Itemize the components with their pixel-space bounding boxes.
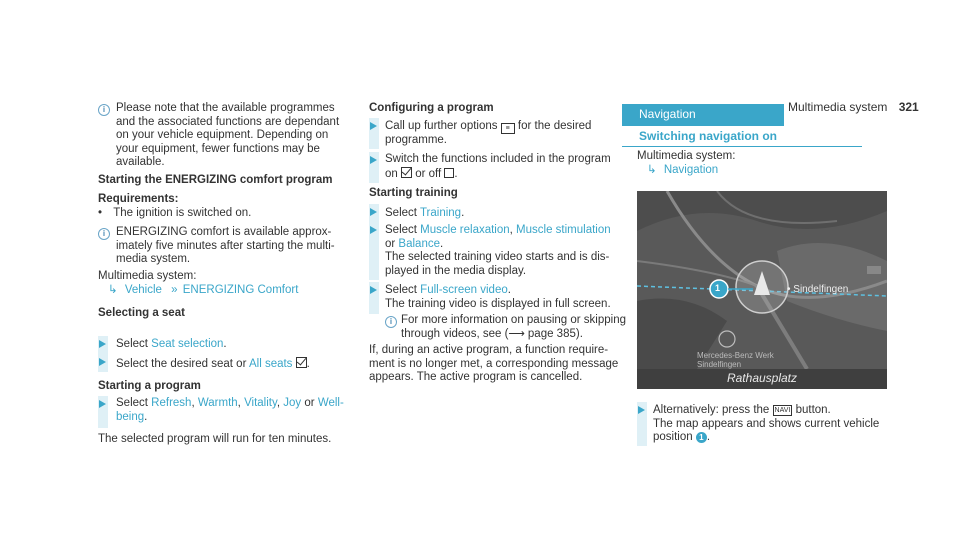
link-well-being-b[interactable]: being: [116, 410, 145, 423]
step-arrow-icon: [99, 340, 106, 348]
link-seat-selection[interactable]: Seat selection: [151, 338, 224, 350]
step-arrow-icon: [99, 400, 106, 408]
map-poi-label: Mercedes-Benz Werk Sindelfingen: [697, 351, 774, 369]
link-joy[interactable]: Joy: [283, 397, 302, 409]
step-text: Select the desired seat or: [116, 358, 249, 370]
note-line: media system.: [116, 253, 191, 265]
note-line: your equipment, fewer functions may be: [116, 142, 320, 155]
step-text: Select: [385, 207, 420, 219]
step-text: for the desired: [517, 120, 592, 132]
step-text: programme.: [385, 134, 447, 146]
step-text: on: [385, 167, 398, 180]
heading-configure-program: Configuring a program: [369, 102, 494, 114]
period: .: [507, 284, 511, 296]
step-text: The map appears and shows current vehicle: [653, 417, 880, 430]
section-banner: [622, 104, 784, 126]
section-banner-title: Navigation: [639, 107, 696, 121]
step-arrow-icon: [370, 208, 377, 216]
menu-path: [108, 284, 298, 298]
path-arrow-icon: ↳: [647, 164, 657, 176]
period: .: [461, 207, 465, 219]
step-arrow-icon: [99, 358, 106, 366]
map-place-name: Sindelfingen: [793, 284, 849, 295]
map-street-name: Rathausplatz: [726, 371, 798, 385]
step-arrow-icon: [370, 156, 377, 164]
step-desired-seat: [116, 357, 310, 372]
link-all-seats[interactable]: All seats: [248, 358, 293, 370]
checkbox-empty-icon: [444, 168, 454, 178]
note-line: through videos, see (: [401, 327, 509, 340]
link-muscle-stimulation[interactable]: Muscle stimulation: [516, 224, 611, 236]
step-text: Call up further options: [385, 120, 498, 132]
bullet: •: [98, 207, 103, 219]
multimedia-label: Multimedia system:: [98, 270, 197, 282]
heading-start-training: Starting training: [369, 187, 458, 199]
step-further-options: [385, 120, 625, 148]
link-warmth[interactable]: Warmth: [197, 397, 238, 409]
para-line: ment is no longer met, a corresponding message: [369, 357, 619, 370]
requirement-text: The ignition is switched on.: [113, 207, 252, 219]
step-arrow-icon: [370, 226, 377, 234]
path-arrow-icon: ↳: [108, 284, 118, 296]
step-switch-functions: Switch the functions included in the program on or off .: [385, 153, 625, 181]
checkbox-checked-icon: [401, 167, 412, 178]
info-icon: i: [98, 104, 110, 116]
note-line: Please note that the available programmes: [116, 102, 335, 114]
or-text: or: [304, 397, 315, 409]
link-muscle-relaxation[interactable]: Muscle relaxation: [420, 224, 510, 236]
period: .: [144, 410, 148, 423]
link-balance[interactable]: Balance: [398, 237, 440, 250]
callout-1-label: 1: [715, 283, 721, 293]
page-header: [788, 101, 919, 115]
checkbox-checked-icon: [296, 357, 307, 368]
note-line: ENERGIZING comfort is available approx-: [116, 226, 332, 238]
multimedia-label: Multimedia system:: [637, 150, 736, 162]
map-place-label: • Sindelfingen: [787, 284, 849, 295]
link-full-screen-video[interactable]: Full-screen video: [420, 284, 508, 296]
heading-select-seat: Selecting a seat: [98, 307, 185, 319]
link-vitality[interactable]: Vitality: [244, 397, 277, 409]
or-text: or: [385, 237, 399, 250]
para-line: If, during an active program, a function require-: [369, 344, 609, 356]
options-icon: ≡: [501, 123, 515, 134]
step-text: Select: [116, 397, 152, 409]
path-energizing-comfort[interactable]: ENERGIZING Comfort: [182, 284, 299, 296]
map-screenshot: [637, 191, 887, 389]
step-text: The selected training video starts and is dis-: [385, 251, 610, 263]
subsection-title: Switching navigation on: [639, 129, 777, 143]
step-text: The training video is displayed in full screen.: [385, 297, 611, 310]
para-line: appears. The active program is cancelled.: [369, 371, 583, 383]
step-full-screen: [385, 284, 625, 311]
link-training[interactable]: Training: [419, 207, 462, 219]
page-number: 321: [898, 100, 919, 114]
program-duration-text: The selected program will run for ten minutes.: [98, 433, 332, 445]
note-videos: [401, 314, 631, 341]
menu-path: [647, 164, 718, 178]
step-select-video-type: Select Muscle relaxation, Muscle stimulation or Balance. The selected training video starts and is dis- played in the media display.: [385, 224, 625, 278]
subsection-rule-ext: [784, 146, 862, 147]
note-energizing: [116, 226, 335, 267]
step-select-program: Select Refresh, Warmth, Vitality, Joy or Well- being.: [116, 397, 344, 423]
step-seat-selection: [116, 338, 227, 352]
link-refresh[interactable]: Refresh: [151, 397, 192, 409]
step-text: position: [653, 431, 693, 443]
note-line: imately five minutes after starting the multi-: [116, 239, 335, 252]
step-text: Select: [385, 284, 421, 296]
map-street-bar: [637, 369, 887, 389]
period: .: [306, 358, 310, 370]
note-programmes: [116, 102, 339, 170]
step-select-training: [385, 207, 464, 221]
info-icon: i: [98, 228, 110, 240]
step-text: played in the media display.: [385, 264, 527, 277]
step-arrow-icon: [638, 406, 645, 414]
note-line: and the associated functions are dependant: [116, 115, 340, 128]
navi-key-icon: NAVI: [774, 407, 791, 414]
step-arrow-icon: [370, 122, 377, 130]
step-text: Alternatively: press the: [653, 404, 770, 416]
note-line: on your vehicle equipment. Depending on: [116, 129, 329, 141]
double-arrow-icon: »: [171, 284, 178, 296]
step-text: button.: [795, 404, 831, 416]
period: .: [223, 338, 227, 350]
step-text: Select: [385, 224, 421, 236]
heading-start-program: Starting a program: [98, 380, 201, 392]
link-well-being-a[interactable]: Well-: [317, 397, 344, 409]
path-vehicle[interactable]: Vehicle: [124, 284, 162, 296]
section-title: Multimedia system: [788, 100, 888, 114]
info-icon: i: [385, 316, 397, 328]
page-ref-arrow-icon: ⟶: [508, 327, 525, 340]
step-arrow-icon: [370, 286, 377, 294]
callout-1-icon: 1: [696, 432, 707, 443]
page-ref[interactable]: page 385).: [527, 327, 583, 340]
step-text: Switch the functions included in the program: [385, 153, 611, 165]
requirements-label: Requirements:: [98, 193, 179, 205]
step-text: Select: [116, 338, 152, 350]
requirement-item: [98, 207, 251, 221]
note-line: available.: [116, 156, 165, 168]
path-navigation[interactable]: Navigation: [663, 164, 719, 176]
step-text: or off: [415, 167, 442, 180]
heading-start-energizing: Starting the ENERGIZING comfort program: [98, 174, 333, 186]
note-line: For more information on pausing or skipping: [401, 314, 627, 326]
step-alternative-navi: Alternatively: press the NAVI button. The map appears and shows current vehicle position 1 .: [653, 404, 903, 445]
period: .: [439, 237, 444, 250]
subsection-heading: [622, 126, 784, 147]
paragraph-cancel: [369, 344, 621, 385]
